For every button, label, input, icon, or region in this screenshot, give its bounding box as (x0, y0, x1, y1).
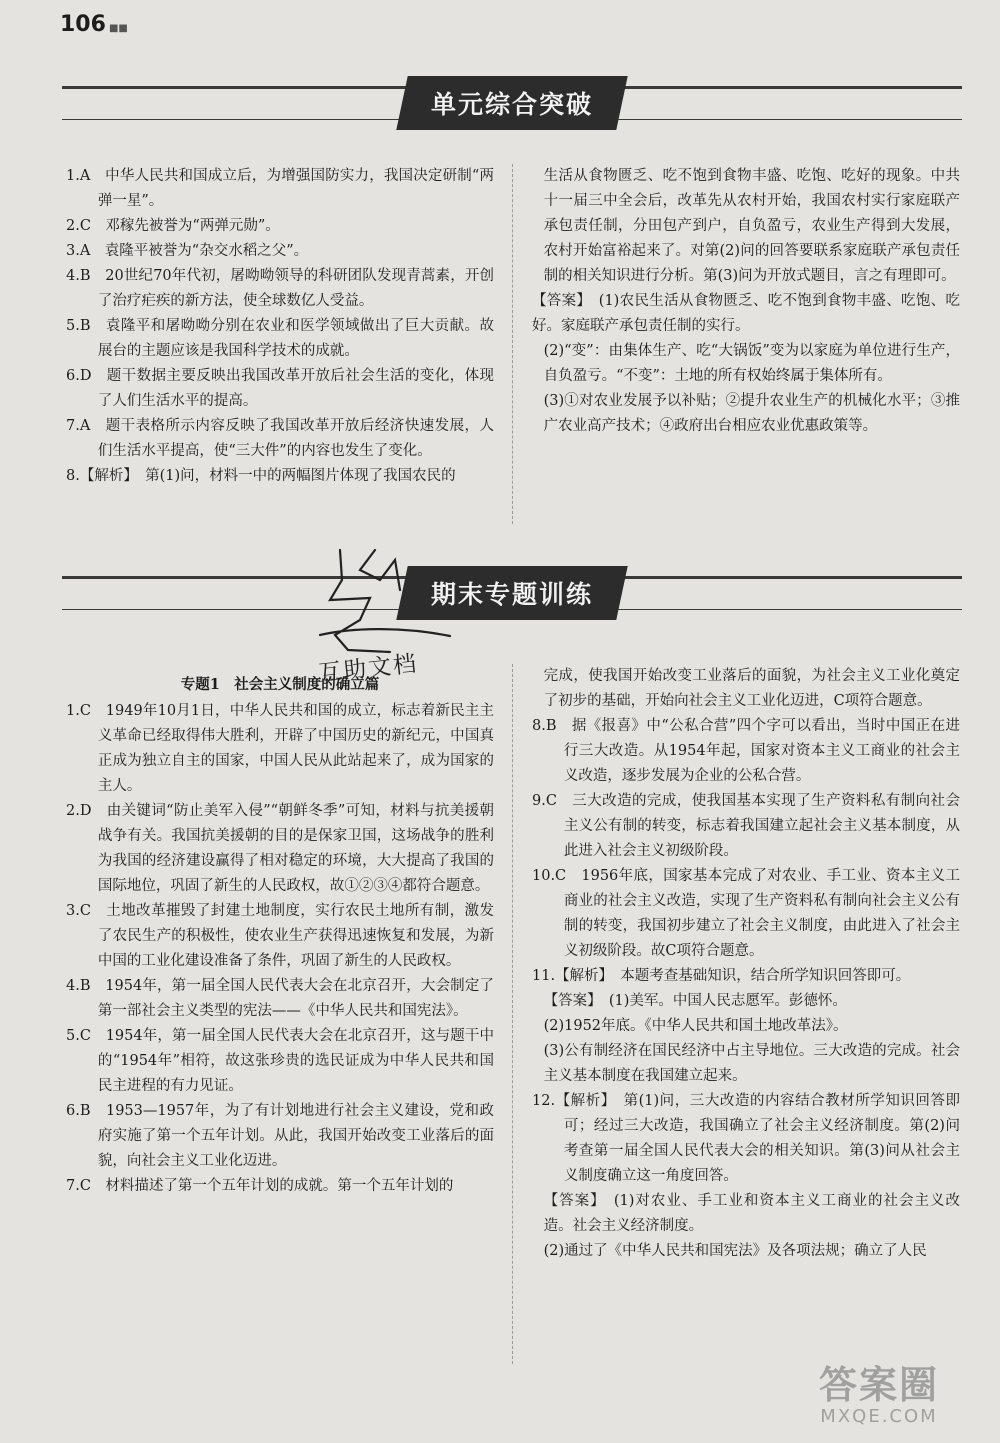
answer-item: 1.A 中华人民共和国成立后，为增强国防实力，我国决定研制“两弹一星”。 (66, 168, 494, 209)
section1-left-column (66, 164, 494, 489)
answer-item: 1.C 1949年10月1日，中华人民共和国的成立，标志着新民主主义革命已经取得伟大胜利，开辟了中国历史的新纪元，中国真正成为独立自主的国家，中国人民从此站起来了，成为国家的主人。 (66, 703, 494, 794)
answer-item: 5.C 1954年，第一届全国人民代表大会在北京召开，这与题干中的“1954年”相符，故这张珍贵的选民证成为中华人民共和国民主进程的有力见证。 (66, 1028, 494, 1094)
answer-item: 3.A 袁隆平被誉为“杂交水稻之父”。 (66, 243, 309, 259)
column-divider (512, 664, 513, 1364)
answer-item: 5.B 袁隆平和屠呦呦分别在农业和医学领域做出了巨大贡献。故展台的主题应该是我国科学技术的成就。 (66, 318, 494, 359)
answer-key-part: (2)通过了《中华人民共和国宪法》及各项法规；确立了人民 (543, 1243, 927, 1259)
answer-item: 6.D 题干数据主要反映出我国改革开放后社会生活的变化，体现了人们生活水平的提高。 (66, 368, 494, 409)
section-banner-final-training (62, 566, 962, 620)
answer-continuation: 生活从食物匮乏、吃不饱到食物丰盛、吃饱、吃好的现象。中共十一届三中全会后，改革先从农村开始，我国农村实行家庭联产承包责任制，分田包产到户，自负盈亏，农业生产得到大发展，农村开始富裕起来了。对第(2)问的回答要联系家庭联产承包责任制的相关知识进行分析。第(3)问为开放式题目，言之有理即可。 (543, 168, 960, 284)
answer-item: 8.B 据《报喜》中“公私合营”四个字可以看出，当时中国正在进行三大改造。从1954年起，国家对资本主义工商业的社会主义改造，逐步发展为企业的公私合营。 (532, 718, 960, 784)
answer-item: 11.【解析】 本题考查基础知识，结合所学知识回答即可。 (532, 968, 911, 984)
answer-key: 【答案】 (1)美军。中国人民志愿军。彭德怀。 (543, 993, 847, 1009)
answer-item: 7.C 材料描述了第一个五年计划的成就。第一个五年计划的 (66, 1178, 454, 1194)
answer-key: 【答案】 (1)对农业、手工业和资本主义工商业的社会主义改造。社会主义经济制度。 (543, 1193, 960, 1234)
answer-key-part: (2)“变”：由集体生产、吃“大锅饭”变为以家庭为单位进行生产，自负盈亏。“不变”：土地的所有权始终属于集体所有。 (543, 343, 960, 384)
answer-item: 9.C 三大改造的完成，使我国基本实现了生产资料私有制向社会主义公有制的转变，标志着我国建立起社会主义基本制度，从此进入社会主义初级阶段。 (532, 793, 960, 859)
answer-key-part: (3)①对农业发展予以补贴；②提升农业生产的机械化水平；③推广农业高产技术；④政府出台相应农业优惠政策等。 (543, 393, 960, 434)
page-number: 106 ■■ (60, 12, 128, 37)
answer-item: 10.C 1956年底，国家基本完成了对农业、手工业、资本主义工商业的社会主义改造，实现了生产资料私有制向社会主义公有制的转变，我国初步建立了社会主义制度，由此进入了社会主义初级阶段。故C项符合题意。 (532, 868, 960, 959)
answer-item: 12.【解析】 第(1)问，三大改造的内容结合教材所学知识回答即可；经过三大改造，我国确立了社会主义经济制度。第(2)问考查第一届全国人民代表大会的相关知识。第(3)问从社会主义制度确立这一角度回答。 (532, 1093, 960, 1184)
watermark-main: 答案圈 (818, 1363, 939, 1407)
answer-key-part: (2)1952年底。《中华人民共和国土地改革法》。 (543, 1018, 848, 1034)
column-divider (512, 164, 513, 524)
answer-item: 8.【解析】 第(1)问，材料一中的两幅图片体现了我国农民的 (66, 468, 456, 484)
answer-item: 4.B 20世纪70年代初，屠呦呦领导的科研团队发现青蒿素，开创了治疗疟疾的新方法，使全球数亿人受益。 (66, 268, 494, 309)
answer-item: 2.D 由关键词“防止美军入侵”“朝鲜冬季”可知，材料与抗美援朝战争有关。我国抗美援朝的目的是保家卫国，这场战争的胜利为我国的经济建设赢得了相对稳定的环境，大大提高了我国的国际地位，巩固了新生的人民政权，故①②③④都符合题意。 (66, 803, 494, 894)
answer-continuation: 完成，使我国开始改变工业落后的面貌，为社会主义工业化奠定了初步的基础，开始向社会主义工业化迈进，C项符合题意。 (543, 668, 960, 709)
section-banner-unit-review (62, 76, 962, 130)
topic-heading: 专题1 社会主义制度的确立篇 (180, 676, 380, 693)
section1-right-column (532, 164, 960, 439)
answer-item: 2.C 邓稼先被誉为“两弹元勋”。 (66, 218, 280, 234)
section2-left-column (66, 668, 494, 1199)
section-title: 单元综合突破 (396, 76, 627, 130)
answer-key: 【答案】 (1)农民生活从食物匮乏、吃不饱到食物丰盛、吃饱、吃好。家庭联产承包责任制的实行。 (532, 293, 960, 334)
answer-item: 6.B 1953—1957年，为了有计划地进行社会主义建设，党和政府实施了第一个五年计划。从此，我国开始改变工业落后的面貌，向社会主义工业化迈进。 (66, 1103, 494, 1169)
handwritten-text: 互助文档 (317, 650, 420, 688)
answer-item: 3.C 土地改革摧毁了封建土地制度，实行农民土地所有制，激发了农民生产的积极性，使农业生产获得迅速恢复和发展，为新中国的工业化建设准备了条件，巩固了新生的人民政权。 (66, 903, 494, 969)
watermark-url: MXQE.COM (820, 1406, 938, 1427)
answer-key-part: (3)公有制经济在国民经济中占主导地位。三大改造的完成。社会主义基本制度在我国建立起来。 (543, 1043, 960, 1084)
answer-item: 4.B 1954年，第一届全国人民代表大会在北京召开，大会制定了第一部社会主义类型的宪法——《中华人民共和国宪法》。 (66, 978, 494, 1019)
watermark-logo (794, 1363, 964, 1435)
section2-right-column (532, 664, 960, 1264)
page-number-mark: ■■ (108, 23, 128, 34)
answer-item: 7.A 题干表格所示内容反映了我国改革开放后经济快速发展，人们生活水平提高，使“三大件”的内容也发生了变化。 (66, 418, 494, 459)
section-title: 期末专题训练 (396, 566, 627, 620)
